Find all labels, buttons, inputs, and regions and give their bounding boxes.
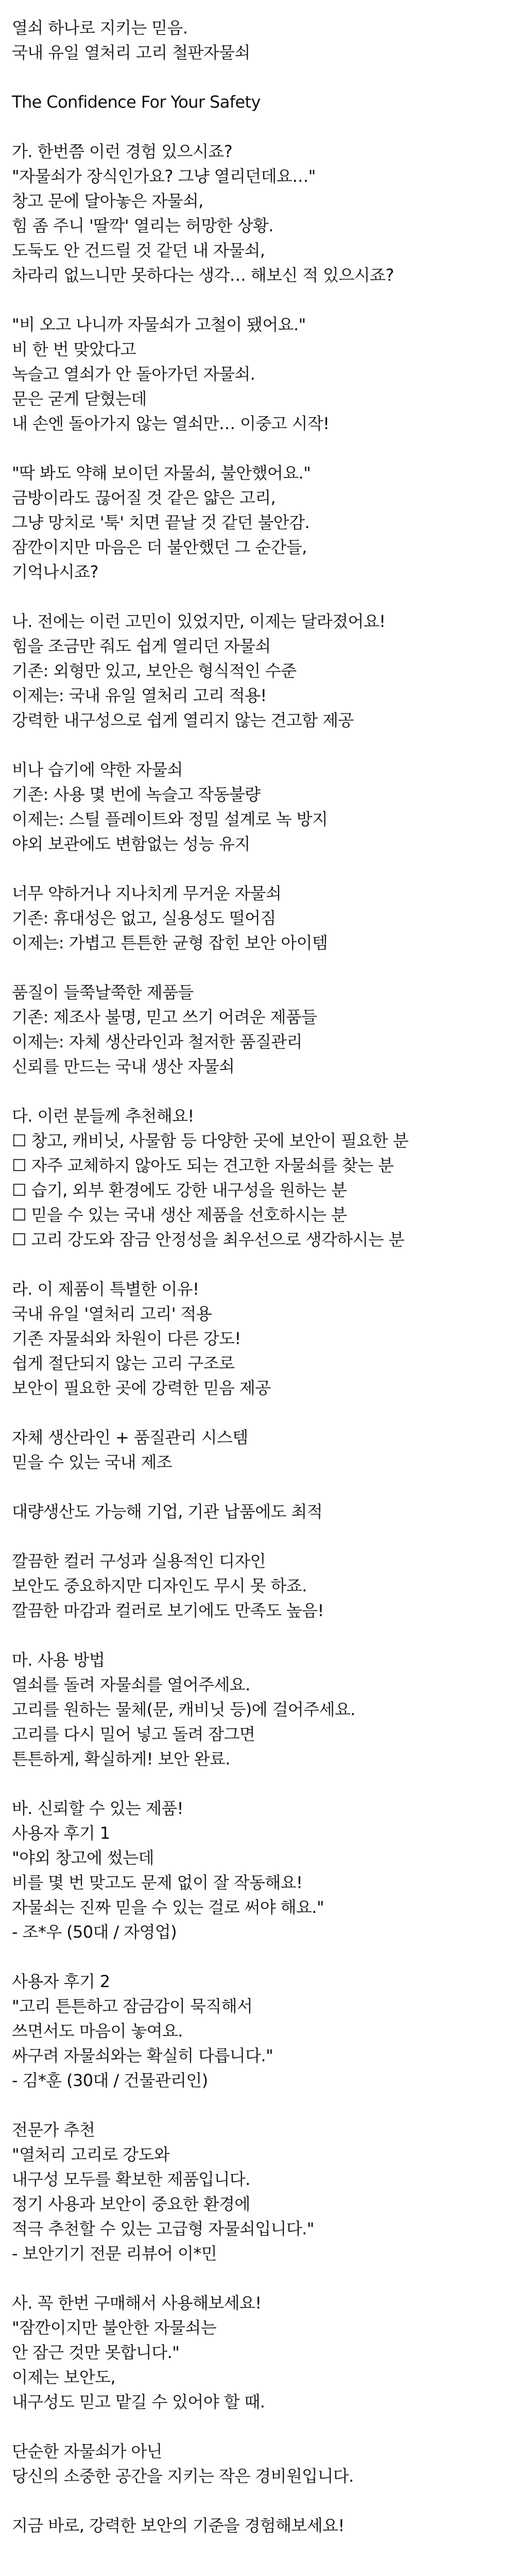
text-line: "딱 봐도 약해 보이던 자물쇠, 불안했어요." — [12, 463, 311, 483]
blank-line — [12, 1252, 515, 1277]
text-line: 기존 자물쇠와 차원이 다른 강도! — [12, 1329, 241, 1348]
text-line: "야외 창고에 썼는데 — [12, 1848, 154, 1868]
text-line: 열쇠 하나로 지키는 믿음. — [12, 18, 188, 38]
text-line: 내구성 모두를 확보한 제품입니다. — [12, 2170, 250, 2189]
text-line: ☐ 습기, 외부 환경에도 강한 내구성을 원하는 분 — [12, 1180, 347, 1200]
text-line: 당신의 소중한 공간을 지키는 작은 경비원입니다. — [12, 2466, 354, 2486]
text-line: 기억나시죠? — [12, 562, 98, 582]
text-line: 기존: 외형만 있고, 보안은 형식적인 수준 — [12, 661, 297, 681]
text-line: 국내 유일 '열처리 고리' 적용 — [12, 1304, 212, 1324]
text-line: 싸구려 자물쇠와는 확실히 다릅니다." — [12, 2046, 273, 2065]
text-line: 자체 생산라인 + 품질관리 시스템 — [12, 1428, 248, 1447]
text-line: 녹슬고 열쇠가 안 돌아가던 자물쇠. — [12, 364, 255, 384]
text-line: 안 잠근 것만 못합니다." — [12, 2343, 180, 2362]
text-line: 바. 신뢰할 수 있는 제품! — [12, 1799, 183, 1818]
text-line: 자물쇠는 진짜 믿을 수 있는 걸로 써야 해요." — [12, 1897, 324, 1917]
text-line: 사용자 후기 2 — [12, 1972, 110, 1991]
text-line: 차라리 없느니만 못하다는 생각… 해보신 적 있으시죠? — [12, 265, 394, 285]
text-line: 너무 약하거나 지나치게 무거운 자물쇠 — [12, 884, 282, 903]
text-line: 쉽게 절단되지 않는 고리 구조로 — [12, 1353, 235, 1373]
text-line: 이제는: 자체 생산라인과 철저한 품질관리 — [12, 1032, 302, 1052]
text-line: The Confidence For Your Safety — [12, 92, 261, 112]
text-line: 전문가 추천 — [12, 2120, 95, 2140]
text-line: 잠깐이지만 마음은 더 불안했던 그 순간들, — [12, 537, 307, 557]
text-line: "자물쇠가 장식인가요? 그냥 열리던데요…" — [12, 166, 316, 186]
text-line: 튼튼하게, 확실하게! 보안 완료. — [12, 1749, 230, 1769]
text-line: "잠깐이지만 불안한 자물쇠는 — [12, 2318, 217, 2337]
blank-line — [12, 2093, 515, 2117]
text-line: 이제는: 가볍고 튼튼한 균형 잡힌 보안 아이템 — [12, 933, 328, 953]
text-line: 사용자 후기 1 — [12, 1823, 110, 1843]
text-line: "열처리 고리로 강도와 — [12, 2145, 170, 2164]
text-line: 힘 좀 주니 '딸깍' 열리는 허망한 상황. — [12, 216, 273, 235]
text-line: 창고 문에 달아놓은 자물쇠, — [12, 191, 203, 211]
text-line: 이제는 보안도, — [12, 2367, 116, 2387]
text-line: "고리 튼튼하고 잠금감이 묵직해서 — [12, 1996, 253, 2016]
text-line: 다. 이런 분들께 추천해요! — [12, 1106, 194, 1126]
text-line: 깔끔한 컬러 구성과 실용적인 디자인 — [12, 1551, 266, 1571]
text-line: 금방이라도 끊어질 것 같은 얇은 고리, — [12, 488, 276, 507]
blank-line — [12, 1944, 515, 1969]
text-line: 국내 유일 열처리 고리 철판자물쇠 — [12, 43, 250, 62]
text-line: 라. 이 제품이 특별한 이유! — [12, 1279, 199, 1299]
text-line: 기존: 제조사 불명, 믿고 쓰기 어려운 제품들 — [12, 1007, 317, 1027]
text-line: ☐ 고리 강도와 잠금 안정성을 최우선으로 생각하시는 분 — [12, 1230, 404, 1249]
text-line: 깔끔한 마감과 컬러로 보기에도 만족도 높음! — [12, 1601, 324, 1620]
text-line: 비를 몇 번 맞고도 문제 없이 잘 작동해요! — [12, 1873, 303, 1892]
text-line: 사. 꼭 한번 구매해서 사용해보세요! — [12, 2293, 262, 2313]
blank-line — [12, 2266, 515, 2291]
text-line: 고리를 원하는 물체(문, 캐비닛 등)에 걸어주세요. — [12, 1700, 355, 1719]
blank-line — [12, 1623, 515, 1648]
text-line: 도둑도 안 건드릴 것 같던 내 자물쇠, — [12, 241, 265, 260]
text-line: 그냥 망치로 '툭' 치면 끝날 것 같던 불안감. — [12, 513, 310, 532]
blank-line — [12, 65, 515, 90]
text-line: ☐ 창고, 캐비닛, 사물함 등 다양한 곳에 보안이 필요한 분 — [12, 1131, 408, 1150]
text-line: 쓰면서도 마음이 놓여요. — [12, 2021, 183, 2041]
text-line: 내구성도 믿고 맡길 수 있어야 할 때. — [12, 2392, 265, 2412]
text-line: 적극 추천할 수 있는 고급형 자물쇠입니다." — [12, 2219, 314, 2239]
text-line: 비 한 번 맞았다고 — [12, 340, 136, 359]
blank-line — [12, 287, 515, 312]
blank-line — [12, 436, 515, 461]
text-line: 마. 사용 방법 — [12, 1650, 105, 1670]
text-line: 고리를 다시 밀어 넣고 돌려 잠그면 — [12, 1724, 255, 1744]
blank-line — [12, 1400, 515, 1425]
text-line: 가. 한번쯤 이런 경험 있으시죠? — [12, 142, 232, 161]
text-line: 신뢰를 만드는 국내 생산 자물쇠 — [12, 1057, 235, 1076]
text-line: 대량생산도 가능해 기업, 기관 납품에도 최적 — [12, 1502, 323, 1521]
text-line: 믿을 수 있는 국내 제조 — [12, 1452, 173, 1472]
text-line: 내 손엔 돌아가지 않는 열쇠만… 이중고 시작! — [12, 414, 330, 433]
blank-line — [12, 2414, 515, 2439]
blank-line — [12, 114, 515, 139]
text-line: 단순한 자물쇠가 아닌 — [12, 2442, 162, 2461]
text-line: - 김*훈 (30대 / 건물관리인) — [12, 2071, 208, 2090]
text-line: 이제는: 스틸 플레이트와 정밀 설계로 녹 방지 — [12, 809, 328, 829]
text-line: 정기 사용과 보안이 중요한 환경에 — [12, 2194, 250, 2214]
text-line: - 조*우 (50대 / 자영업) — [12, 1922, 177, 1942]
blank-line — [12, 856, 515, 881]
text-line: 보안이 필요한 곳에 강력한 믿음 제공 — [12, 1378, 271, 1398]
text-line: 강력한 내구성으로 쉽게 열리지 않는 견고함 제공 — [12, 710, 354, 730]
text-line: 기존: 휴대성은 없고, 실용성도 떨어짐 — [12, 908, 276, 928]
blank-line — [12, 2488, 515, 2513]
text-line: - 보안기기 전문 리뷰어 이*민 — [12, 2244, 217, 2263]
text-line: "비 오고 나니까 자물쇠가 고철이 됐어요." — [12, 315, 306, 334]
text-line: 야외 보관에도 변함없는 성능 유지 — [12, 834, 250, 854]
blank-line — [12, 955, 515, 980]
text-line: 지금 바로, 강력한 보안의 기준을 경험해보세요! — [12, 2516, 345, 2535]
blank-line — [12, 1771, 515, 1796]
text-line: 비나 습기에 약한 자물쇠 — [12, 760, 183, 779]
text-line: 이제는: 국내 유일 열처리 고리 적용! — [12, 686, 267, 705]
text-line: 열쇠를 돌려 자물쇠를 열어주세요. — [12, 1675, 250, 1694]
text-line: ☐ 믿을 수 있는 국내 생산 제품을 선호하시는 분 — [12, 1205, 347, 1225]
blank-line — [12, 1079, 515, 1104]
blank-line — [12, 1475, 515, 1499]
blank-line — [12, 733, 515, 757]
blank-line — [12, 1524, 515, 1549]
text-line: 보안도 중요하지만 디자인도 무시 못 하죠. — [12, 1576, 307, 1596]
text-line: 문은 굳게 닫혔는데 — [12, 389, 147, 409]
blank-line — [12, 584, 515, 609]
text-line: 나. 전에는 이런 고민이 있었지만, 이제는 달라졌어요! — [12, 612, 386, 631]
text-line: 기존: 사용 몇 번에 녹슬고 작동불량 — [12, 785, 261, 804]
text-line: 힘을 조금만 줘도 쉽게 열리던 자물쇠 — [12, 636, 271, 656]
text-line: 품질이 들쭉날쭉한 제품들 — [12, 982, 194, 1002]
text-line: ☐ 자주 교체하지 않아도 되는 견고한 자물쇠를 찾는 분 — [12, 1156, 394, 1175]
